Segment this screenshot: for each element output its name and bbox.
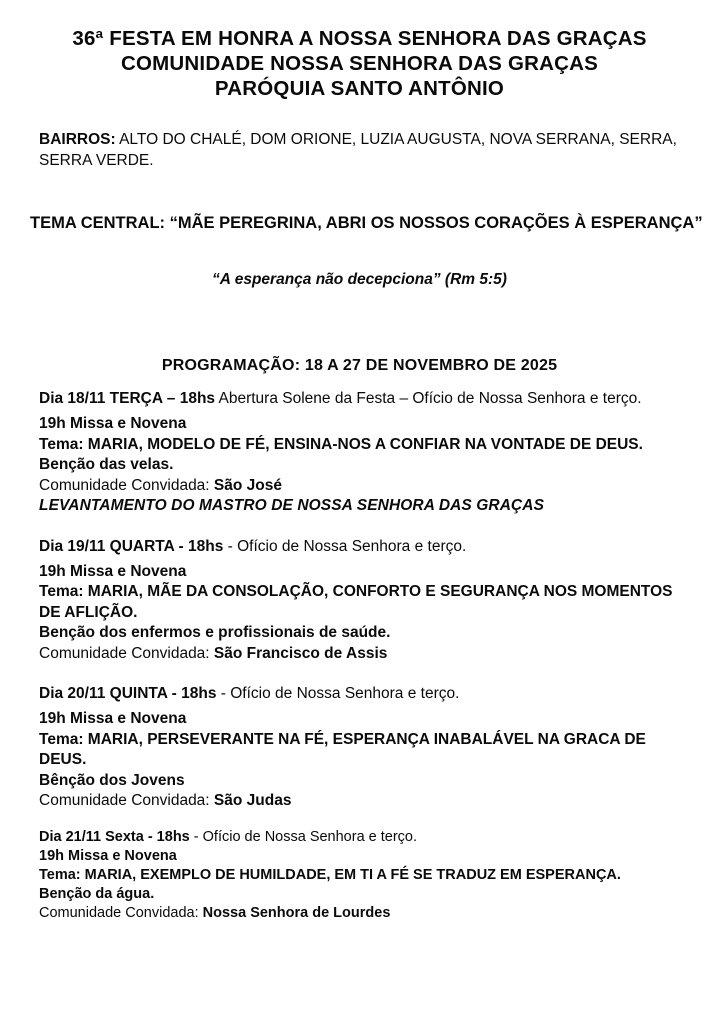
- day-comunidade-value: Nossa Senhora de Lourdes: [202, 904, 391, 921]
- day-block: [39, 828, 689, 923]
- day-comunidade: [39, 791, 689, 812]
- day-header-bold: Dia 18/11 TERÇA – 18hs: [39, 390, 216, 407]
- day-header-bold: Dia 20/11 QUINTA - 18hs: [39, 685, 217, 702]
- day-header-bold: Dia 19/11 QUARTA - 18hs: [39, 537, 224, 555]
- document-title: [30, 26, 689, 101]
- title-line-1: 36ª FESTA EM HONRA A NOSSA SENHORA DAS GRAÇAS: [72, 27, 647, 50]
- day-header-rest: - Ofício de Nossa Senhora e terço.: [223, 537, 467, 555]
- day-extra: LEVANTAMENTO DO MASTRO DE NOSSA SENHORA DAS GRAÇAS: [39, 497, 545, 514]
- day-header-bold: Dia 21/11 Sexta - 18hs: [39, 828, 190, 845]
- bairros-label: BAIRROS:: [39, 131, 116, 148]
- day-comunidade-label: Comunidade Convidada:: [39, 476, 214, 494]
- day-bencao: Benção da água.: [39, 885, 155, 902]
- title-line-2: COMUNIDADE NOSSA SENHORA DAS GRAÇAS: [120, 52, 598, 75]
- day-header: [39, 828, 689, 847]
- epigraph-quote: “A esperança não decepciona” (Rm 5:5): [212, 271, 507, 288]
- tema-central: TEMA CENTRAL: “MÃE PEREGRINA, ABRI OS NOSSOS CORAÇÕES À ESPERANÇA”: [30, 214, 703, 232]
- day-tema: Tema: MARIA, EXEMPLO DE HUMILDADE, EM TI A FÉ SE TRADUZ EM ESPERANÇA.: [39, 866, 621, 883]
- day-comunidade: [39, 644, 689, 665]
- day-bencao: Benção dos enfermos e profissionais de saúde.: [39, 624, 391, 641]
- day-block: [39, 684, 689, 812]
- day-comunidade-label: Comunidade Convidada:: [39, 904, 203, 921]
- day-comunidade-label: Comunidade Convidada:: [39, 644, 214, 662]
- day-block: [39, 537, 689, 665]
- day-comunidade-value: São Judas: [213, 792, 292, 809]
- day-comunidade-value: São José: [213, 476, 282, 494]
- day-header-rest: - Ofício de Nossa Senhora e terço.: [189, 828, 418, 845]
- programacao-days: [30, 389, 689, 923]
- day-header: [39, 684, 689, 704]
- day-comunidade-label: Comunidade Convidada:: [39, 792, 214, 809]
- day-missa: 19h Missa e Novena: [39, 562, 187, 580]
- day-comunidade: [39, 476, 689, 497]
- day-header-rest: - Ofício de Nossa Senhora e terço.: [216, 685, 460, 702]
- day-tema: Tema: MARIA, MODELO DE FÉ, ENSINA-NOS A CONFIAR NA VONTADE DE DEUS.: [39, 435, 643, 453]
- day-comunidade-value: São Francisco de Assis: [213, 644, 388, 662]
- day-missa: 19h Missa e Novena: [39, 415, 187, 432]
- day-missa: 19h Missa e Novena: [39, 847, 177, 864]
- day-header: [39, 537, 689, 557]
- day-tema: Tema: MARIA, MÃE DA CONSOLAÇÃO, CONFORTO E SEGURANÇA NOS MOMENTOS DE AFLIÇÃO.: [39, 583, 673, 621]
- day-bencao: Bênção dos Jovens: [39, 771, 185, 789]
- day-header-rest: Abertura Solene da Festa – Ofício de Nossa Senhora e terço.: [215, 390, 642, 407]
- day-comunidade: [39, 904, 689, 923]
- day-tema: Tema: MARIA, PERSEVERANTE NA FÉ, ESPERANÇA INABALÁVEL NA GRACA DE DEUS.: [39, 730, 646, 768]
- bairros-value: ALTO DO CHALÉ, DOM ORIONE, LUZIA AUGUSTA, NOVA SERRANA, SERRA, SERRA VERDE.: [39, 131, 677, 169]
- title-line-3: PARÓQUIA SANTO ANTÔNIO: [214, 77, 505, 100]
- day-bencao: Benção das velas.: [39, 456, 174, 473]
- day-header: [39, 389, 689, 409]
- day-missa: 19h Missa e Novena: [39, 710, 187, 727]
- programacao-heading: PROGRAMAÇÃO: 18 A 27 DE NOVEMBRO DE 2025: [161, 357, 558, 374]
- day-block: [39, 389, 689, 517]
- bairros-section: [30, 129, 689, 171]
